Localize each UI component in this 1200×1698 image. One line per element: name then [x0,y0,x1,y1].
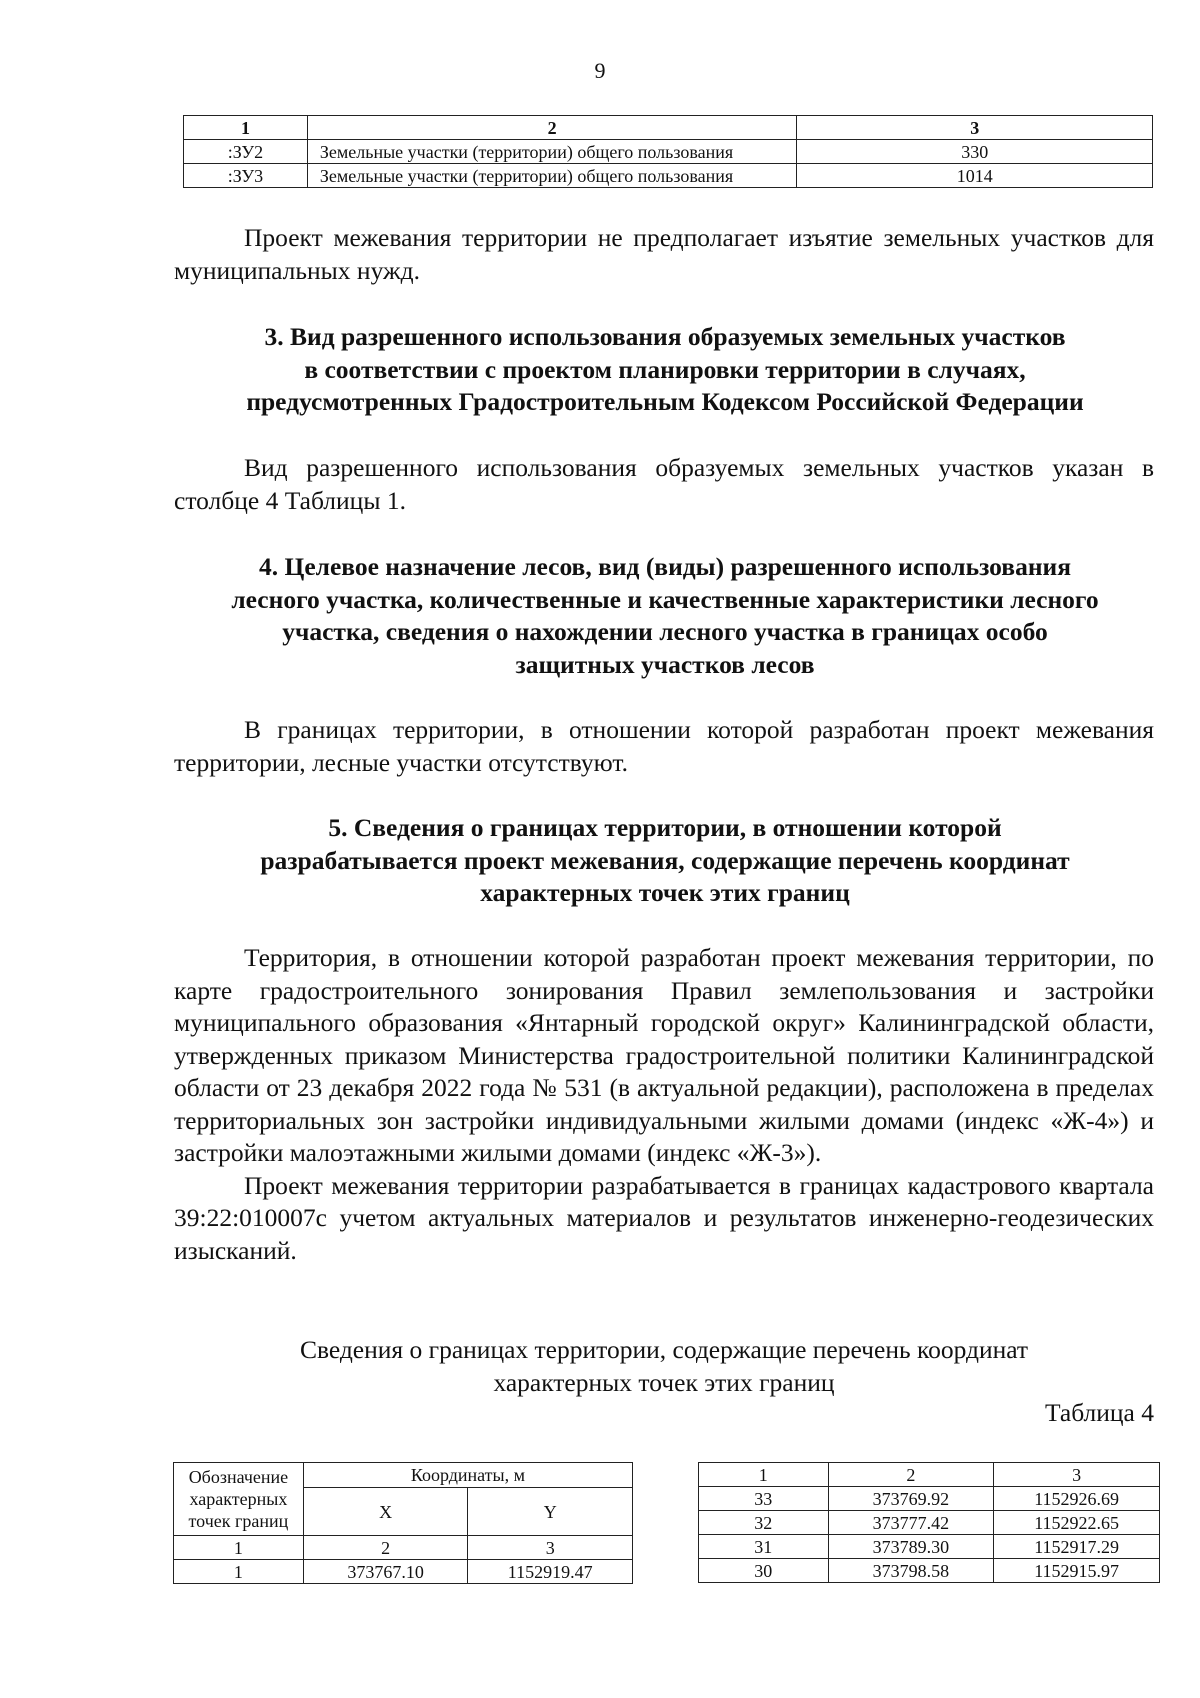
heading-line: в соответствии с проектом планировки территории в случаях, [304,354,1026,384]
y-coordinate-cell: 1152919.47 [468,1560,633,1584]
numbering-cell: 1 [699,1463,829,1487]
caption-line: характерных точек этих границ [493,1367,835,1397]
table-header-row [184,116,1153,140]
heading-line: участка, сведения о нахождении лесного участка в границах особо [282,617,1048,646]
coordinates-table-right [698,1462,1160,1583]
table-4-label: Таблица 4 [1044,1398,1154,1427]
x-header: X [303,1488,468,1536]
plot-area-cell: 330 [797,140,1153,164]
table-row [699,1487,1160,1511]
paragraph-text: Вид разрешенного использования образуемых земельных участков указан в столбце 4 Таблицы 1. [174,453,1154,515]
numbering-cell: 2 [828,1463,994,1487]
x-coordinate-cell: 373767.10 [303,1560,468,1584]
table-row [184,140,1153,164]
table-row [184,164,1153,188]
table-header-row [174,1463,633,1488]
section-5-heading [150,812,1180,910]
y-coordinate-cell: 1152917.29 [994,1535,1160,1559]
land-plots-table [183,115,1153,188]
heading-line: 3. Вид разрешенного использования образуемых земельных участков [264,322,1066,351]
section-3-heading [150,321,1180,419]
point-designation-header: Обозначение характерных точек границ [174,1463,304,1536]
table-row [699,1535,1160,1559]
paragraph-text: Территория, в отношении которой разработан проект межевания территории, по карте градостроительного зонирования Правил землепользования и застройки муниципального образования «Янтарный городской округ» Калининградской области, утвержденных приказом Министерства градостроительной политики Калининградской области от 23 декабря 2022 года № 531 (в актуальной редакции), расположена в пределах территориальных зон застройки индивидуальными жилыми домами (индекс «Ж-4») и застройки малоэтажными жилыми домами (индекс «Ж-3»). [174,943,1154,1167]
table-4-caption [174,1334,1154,1399]
heading-line: 4. Целевое назначение лесов, вид (виды) разрешенного использования [258,552,1071,581]
plot-area-cell: 1014 [797,164,1153,188]
point-id-cell: 33 [699,1487,829,1511]
y-coordinate-cell: 1152915.97 [994,1559,1160,1583]
heading-line: лесного участка, количественные и качественные характеристики лесного [231,584,1099,614]
header-cell: 1 [184,116,308,140]
point-id-cell: 1 [174,1560,304,1584]
numbering-row [174,1536,633,1560]
heading-line: защитных участков лесов [515,649,815,679]
numbering-cell: 3 [994,1463,1160,1487]
header-cell: 2 [307,116,797,140]
numbering-row [699,1463,1160,1487]
y-coordinate-cell: 1152926.69 [994,1487,1160,1511]
section-5-text [174,942,1154,1267]
heading-line: 5. Сведения о границах территории, в отношении которой [328,813,1002,842]
table-row [699,1511,1160,1535]
heading-line: характерных точек этих границ [480,878,850,907]
plot-id-cell: :ЗУ3 [184,164,308,188]
y-coordinate-cell: 1152922.65 [994,1511,1160,1535]
x-coordinate-cell: 373769.92 [828,1487,994,1511]
numbering-cell: 3 [468,1536,633,1560]
point-id-cell: 30 [699,1559,829,1583]
plot-description-cell: Земельные участки (территории) общего пользования [307,164,797,188]
header-cell: 3 [797,116,1153,140]
page-number: 9 [594,58,606,83]
heading-line: предусмотренных Градостроительным Кодексом Российской Федерации [246,387,1084,416]
numbering-cell: 1 [174,1536,304,1560]
paragraph-text: В границах территории, в отношении которой разработан проект межевания территории, лесные участки отсутствуют. [174,715,1154,777]
x-coordinate-cell: 373777.42 [828,1511,994,1535]
section-4-heading [150,551,1180,681]
coordinates-header: Координаты, м [303,1463,632,1488]
x-coordinate-cell: 373798.58 [828,1559,994,1583]
paragraph-text: Проект межевания территории разрабатывается в границах кадастрового квартала 39:22:010007с учетом актуальных материалов и результатов инженерно-геодезических изысканий. [174,1170,1154,1265]
plot-description-cell: Земельные участки (территории) общего пользования [307,140,797,164]
section-4-text [174,714,1154,779]
coordinates-table-left [173,1462,633,1584]
heading-line: разрабатывается проект межевания, содержащие перечень координат [260,845,1070,875]
y-header: Y [468,1488,633,1536]
numbering-cell: 2 [303,1536,468,1560]
section-3-text [174,452,1154,517]
x-coordinate-cell: 373789.30 [828,1535,994,1559]
point-id-cell: 32 [699,1511,829,1535]
caption-line: Сведения о границах территории, содержащие перечень координат [299,1335,1029,1364]
paragraph-text: Проект межевания территории не предполагает изъятие земельных участков для муниципальных нужд. [174,223,1154,285]
paragraph-no-seizure [174,222,1154,287]
point-id-cell: 31 [699,1535,829,1559]
table-row [174,1560,633,1584]
table-row [699,1559,1160,1583]
plot-id-cell: :ЗУ2 [184,140,308,164]
